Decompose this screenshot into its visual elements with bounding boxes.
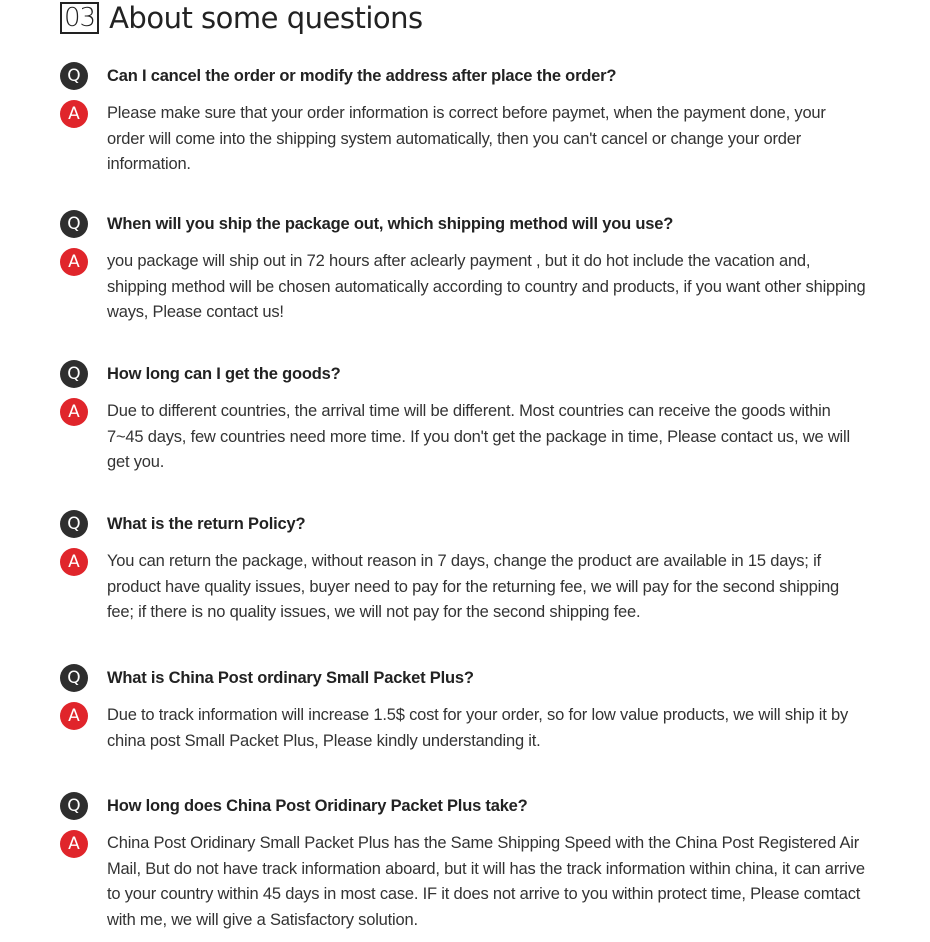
answer-text: You can return the package, without reason in 7 days, change the product are available in 15 days; if product have quality issues, buyer need to pay for the returning fee, we will pay for the second shipping fee; if there is no quality issues, we will not pay for the second shipping fee. xyxy=(107,552,840,621)
faq-item xyxy=(60,510,920,626)
question-row xyxy=(60,664,920,692)
question-badge-icon: Q xyxy=(60,792,88,820)
section-header xyxy=(60,0,423,36)
question-text: How long does China Post Oridinary Packet Plus take? xyxy=(107,797,528,815)
answer-row xyxy=(60,100,920,178)
section-number: 03 xyxy=(60,2,99,34)
faq-item xyxy=(60,62,920,178)
question-badge-icon: Q xyxy=(60,510,88,538)
faq-item xyxy=(60,792,920,933)
question-text: When will you ship the package out, which shipping method will you use? xyxy=(107,215,674,233)
question-badge-icon: Q xyxy=(60,360,88,388)
question-row xyxy=(60,792,920,820)
faq-item xyxy=(60,360,920,476)
question-text: Can I cancel the order or modify the address after place the order? xyxy=(107,67,617,85)
answer-row xyxy=(60,398,920,476)
question-row xyxy=(60,62,920,90)
faq-item xyxy=(60,210,920,326)
answer-badge-icon: A xyxy=(60,248,88,276)
question-text: How long can I get the goods? xyxy=(107,365,341,383)
answer-text: Due to track information will increase 1.5$ cost for your order, so for low value products, we will ship it by china post Small Packet Plus, Please kindly understanding it. xyxy=(107,706,848,750)
question-text: What is the return Policy? xyxy=(107,515,306,533)
answer-row xyxy=(60,702,920,754)
answer-row xyxy=(60,830,920,933)
answer-badge-icon: A xyxy=(60,398,88,426)
question-badge-icon: Q xyxy=(60,210,88,238)
answer-text: you package will ship out in 72 hours after aclearly payment , but it do hot include the vacation and, shipping method will be chosen automatically according to country and products, if you want other shipping ways, Please contact us! xyxy=(107,252,866,321)
answer-badge-icon: A xyxy=(60,100,88,128)
question-row xyxy=(60,360,920,388)
answer-badge-icon: A xyxy=(60,830,88,858)
question-row xyxy=(60,210,920,238)
answer-row xyxy=(60,548,920,626)
section-title: About some questions xyxy=(109,1,423,35)
answer-text: Please make sure that your order information is correct before paymet, when the payment done, your order will come into the shipping system automatically, then you can't cancel or change your order information. xyxy=(107,104,826,173)
answer-text: Due to different countries, the arrival time will be different. Most countries can receive the goods within 7~45 days, few countries need more time. If you don't get the package in time, Please contact us, we will get you. xyxy=(107,402,850,471)
question-text: What is China Post ordinary Small Packet Plus? xyxy=(107,669,474,687)
question-row xyxy=(60,510,920,538)
answer-row xyxy=(60,248,920,326)
faq-item xyxy=(60,664,920,754)
question-badge-icon: Q xyxy=(60,664,88,692)
answer-badge-icon: A xyxy=(60,702,88,730)
question-badge-icon: Q xyxy=(60,62,88,90)
answer-badge-icon: A xyxy=(60,548,88,576)
answer-text: China Post Oridinary Small Packet Plus has the Same Shipping Speed with the China Post Registered Air Mail, But do not have track information aboard, but it will has the track information within china, it can arrive to your country within 45 days in most case. IF it does not arrive to you within protect time, Please comtact with me, we will give a Satisfactory solution. xyxy=(107,834,865,929)
